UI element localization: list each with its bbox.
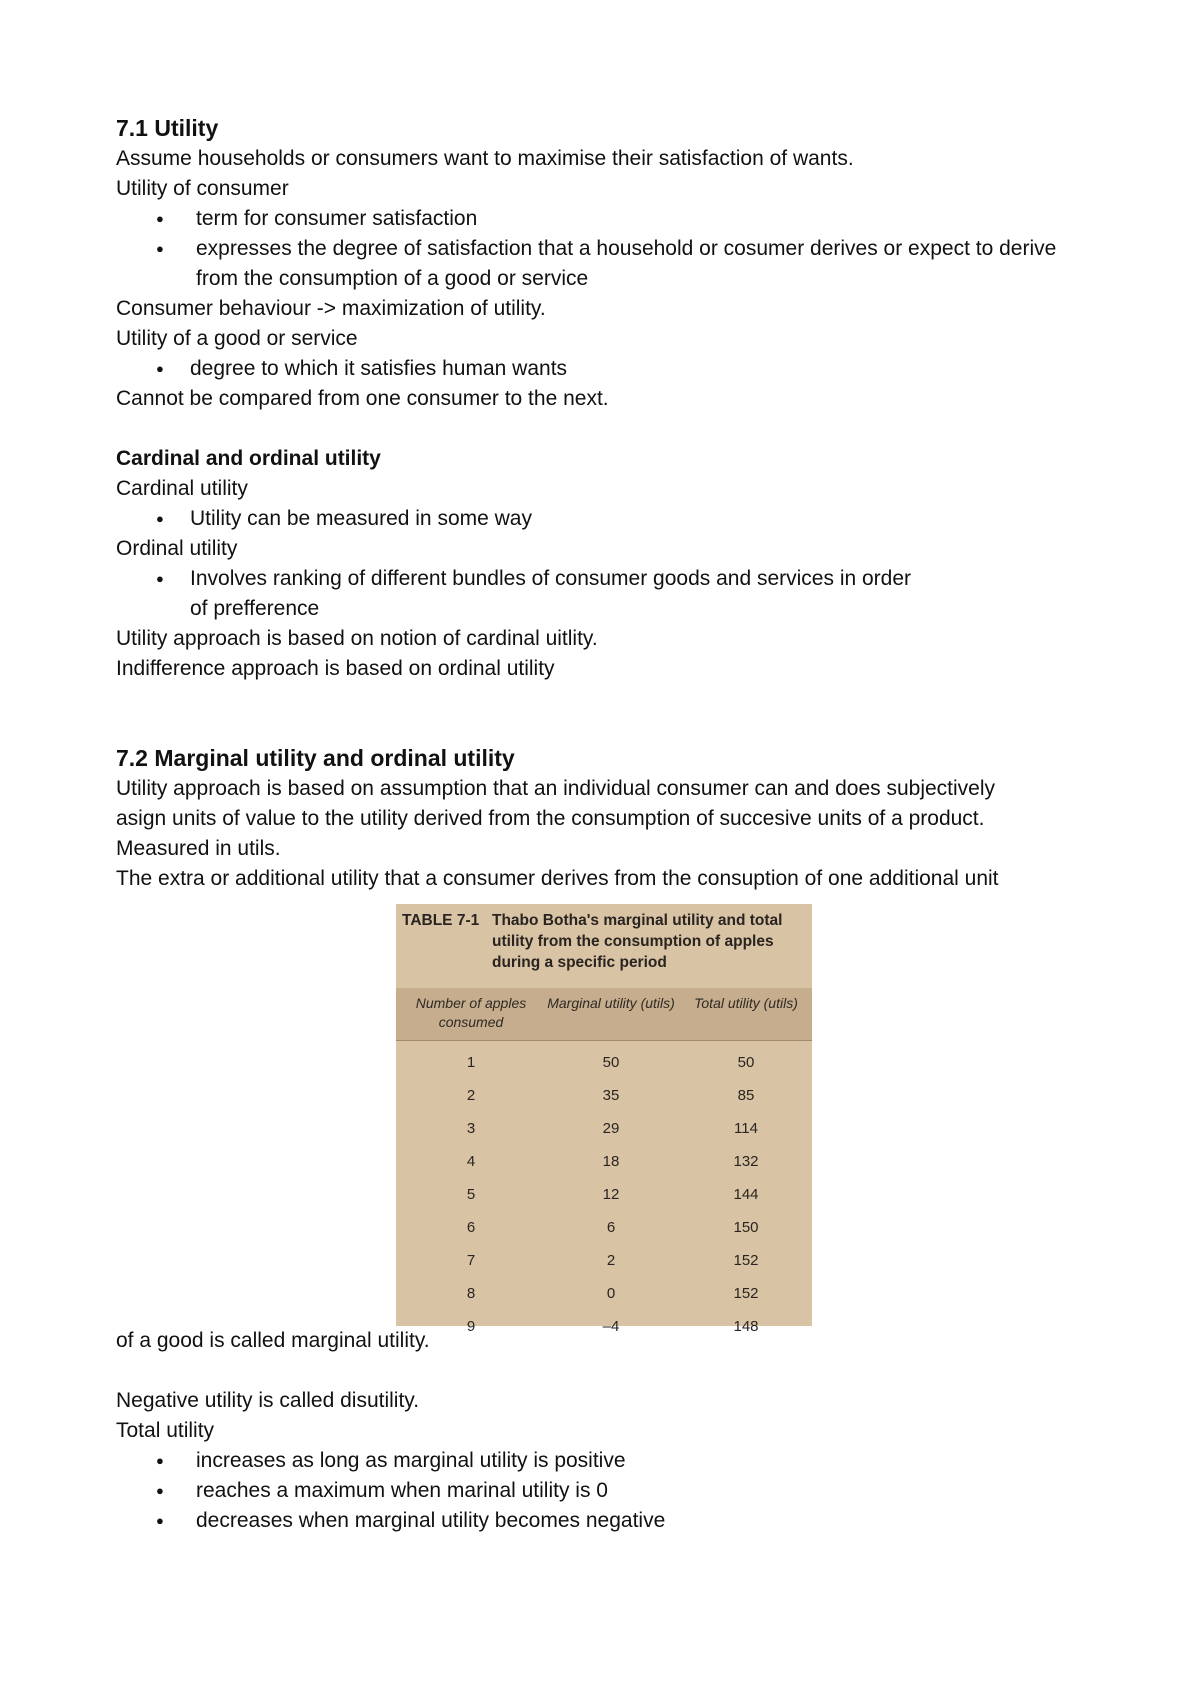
table-cell: 50 [737,1054,755,1071]
table-cell: 35 [602,1087,620,1104]
spacer [116,1356,1096,1386]
bullet-list [116,354,1096,384]
table-cell: 152 [733,1252,759,1269]
table-cell: 85 [737,1087,755,1104]
paragraph: Utility of a good or service [116,327,358,350]
table-row [396,1172,812,1205]
table-cell: 12 [602,1186,620,1203]
table-cell: 150 [733,1219,759,1236]
paragraph: Indifference approach is based on ordinal utility [116,657,555,680]
list-item: ● Involves ranking of different bundles of consumer goods and services in order of prefference [116,564,1096,624]
table-cell: 4 [466,1153,476,1170]
table-cell: 2 [606,1252,616,1269]
bullet-list [116,564,1096,624]
table-cell: 144 [733,1186,759,1203]
paragraph: Ordinal utility [116,537,238,560]
table-cell: 18 [602,1153,620,1170]
paragraph: Consumer behaviour -> maximization of utility. [116,297,546,320]
paragraph: Cardinal utility [116,477,248,500]
list-item: ● Utility can be measured in some way [116,504,1096,534]
paragraph: Negative utility is called disutility. [116,1389,420,1412]
section-heading-marginal-utility: 7.2 Marginal utility and ordinal utility [116,745,515,771]
list-item: ● expresses the degree of satisfaction that a household or cosumer derives or expect to derive from the consumption of a good or service [116,234,1096,294]
paragraph: Utility approach is based on assumption that an individual consumer can and does subjectively asign units of value to the utility derived from the consumption of succesive units of a product. [116,777,996,830]
table-figure-image [396,904,812,1335]
document-body [116,112,1096,1536]
paragraph: Total utility [116,1419,215,1442]
table-cell: 5 [466,1186,476,1203]
spacer [116,684,1096,742]
paragraph: The extra or additional utility that a consumer derives from the consuption of one additional unit [116,867,999,890]
table-cell: 3 [466,1120,476,1137]
table-row [396,1238,812,1271]
table-row [396,1106,812,1139]
table-cell: 0 [606,1285,616,1302]
paragraph: Assume households or consumers want to maximise their satisfaction of wants. [116,147,854,170]
column-header: Total utility (utils) [694,995,798,1011]
paragraph: Utility of consumer [116,177,289,200]
table-cell: 1 [466,1054,476,1071]
table-body [396,1040,812,1337]
section-heading-cardinal-ordinal: Cardinal and ordinal utility [116,447,381,470]
table-row [396,1304,812,1337]
spacer [116,414,1096,444]
column-header: Marginal utility (utils) [547,995,675,1011]
list-item: ● reaches a maximum when marinal utility is 0 [116,1476,1096,1506]
paragraph: Utility approach is based on notion of cardinal uitlity. [116,627,598,650]
table-row [396,1271,812,1304]
bullet-list [116,204,1096,294]
list-item: ● degree to which it satisfies human wants [116,354,1096,384]
paragraph: Cannot be compared from one consumer to the next. [116,387,609,410]
table-cell: 132 [733,1153,759,1170]
table-cell: 2 [466,1087,476,1104]
table-cell: 6 [606,1219,616,1236]
column-header: Number of apples consumed [415,995,527,1030]
table-header [396,988,812,1041]
table-label: TABLE 7-1 [402,912,480,929]
list-item: ● decreases when marginal utility becomes negative [116,1506,1096,1536]
table-cell: 152 [733,1285,759,1302]
paragraph: Measured in utils. [116,837,281,860]
table-row [396,1040,812,1073]
paragraph: of a good is called marginal utility. [116,1329,430,1352]
table-row [396,1139,812,1172]
table-row [396,1205,812,1238]
table-cell: 148 [733,1318,759,1335]
table-row [396,1073,812,1106]
table-cell: 7 [466,1252,476,1269]
table-cell: 114 [734,1120,758,1137]
table-caption [402,910,802,971]
bullet-list [116,504,1096,534]
table-cell: –4 [602,1318,620,1335]
list-item: ● increases as long as marginal utility is positive [116,1446,1096,1476]
table-cell: 6 [466,1219,476,1236]
table-cell: 29 [602,1120,620,1137]
table-cell: 9 [466,1318,476,1335]
section-heading-utility: 7.1 Utility [116,115,219,141]
bullet-list [116,1446,1096,1536]
table-title: Thabo Botha's marginal utility and total utility from the consumption of apples during a specific period [492,912,783,971]
list-item: ● term for consumer satisfaction [116,204,1096,234]
table-cell: 50 [602,1054,620,1071]
table-cell: 8 [466,1285,476,1302]
